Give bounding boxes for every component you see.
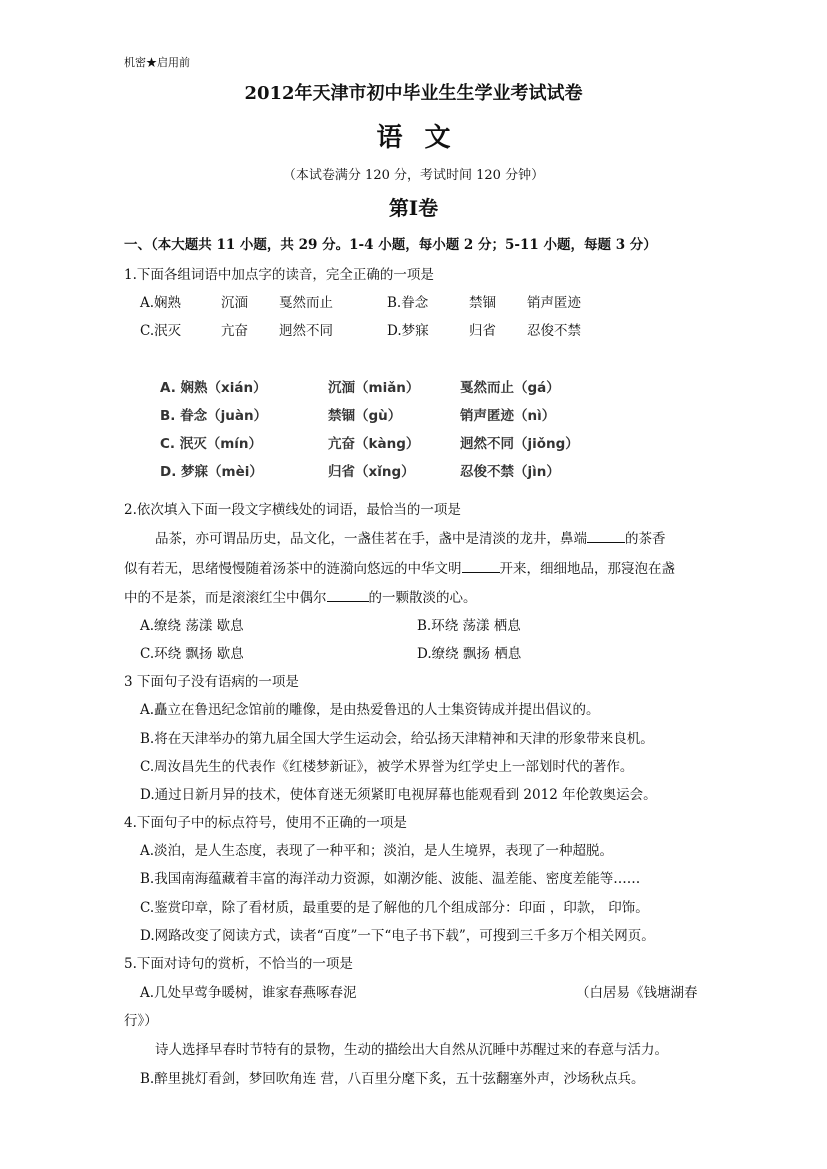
q3-option-d: D.通过日新月异的技术，使体育迷无须紧盯电视屏幕也能观看到 2012 年伦敦奥运会。 xyxy=(140,787,657,803)
q5-option-a-comment: 诗人选择早春时节特有的景物，生动的描绘出大自然从沉睡中苏醒过来的春意与活力。 xyxy=(155,1042,668,1058)
question-4-stem: 4.下面句子中的标点符号，使用不正确的一项是 xyxy=(124,815,407,831)
q5-option-b-line: B.醉里挑灯看剑，梦回吹角连 营，八百里分麾下炙，五十弦翻塞外声，沙场秋点兵。 xyxy=(140,1071,645,1087)
q1-row-1-cell-2: 沉湎 xyxy=(221,295,248,311)
q1-row-2-cell-4: D.梦寐 xyxy=(387,323,429,339)
q3-option-a: A.矗立在鲁迅纪念馆前的雕像，是由热爱鲁迅的人士集资铸成并提出倡议的。 xyxy=(140,702,600,718)
pinyin-a-2: 沉湎（miǎn） xyxy=(328,380,420,396)
q1-row-2-cell-6: 忍俊不禁 xyxy=(527,323,581,339)
volume-title: 第Ⅰ卷 xyxy=(388,196,439,220)
q2-option-a: A.缭绕 荡漾 歇息 xyxy=(140,618,244,634)
q2-option-d: D.缭绕 飘扬 栖息 xyxy=(417,646,522,662)
q1-row-2-cell-1: C.泯灭 xyxy=(140,323,182,339)
q2-passage-line-3 xyxy=(124,586,477,606)
question-3-stem: 3 下面句子没有语病的一项是 xyxy=(124,674,299,690)
q4-option-c: C.鉴赏印章，除了看材质，最重要的是了解他的几个组成部分：印面 ，印款， 印饰。 xyxy=(140,900,649,916)
question-5-stem: 5.下面对诗句的赏析，不恰当的一项是 xyxy=(124,956,353,972)
q2-passage-1b: 的茶香 xyxy=(625,531,666,547)
q1-row-1-cell-6: 销声匿迹 xyxy=(527,295,581,311)
q2-passage-2b: 开来，细细地品，那寖泡在盏 xyxy=(499,561,675,577)
q1-row-1-cell-1: A.娴熟 xyxy=(140,295,182,311)
question-1-stem: 1.下面各组词语中加点字的读音，完全正确的一项是 xyxy=(124,267,434,283)
q2-option-b: B.环绕 荡漾 栖息 xyxy=(417,618,521,634)
pinyin-d-1: D. 梦寐（mèi） xyxy=(160,464,263,480)
pinyin-b-2: 禁锢（gù） xyxy=(328,408,402,424)
q1-row-2-cell-2: 亢奋 xyxy=(221,323,248,339)
pinyin-b-1: B. 眷念（juàn） xyxy=(160,408,268,424)
q2-passage-line-2 xyxy=(124,557,675,577)
pinyin-c-2: 亢奋（kàng） xyxy=(328,436,420,452)
blank-3 xyxy=(327,589,369,602)
pinyin-c-1: C. 泯灭（mín） xyxy=(160,436,263,452)
q1-row-1-cell-5: 禁锢 xyxy=(469,295,496,311)
q1-row-1-cell-4: B.眷念 xyxy=(387,295,429,311)
q2-option-c: C.环绕 飘扬 歇息 xyxy=(140,646,244,662)
q3-option-c: C.周汝昌先生的代表作《红楼梦新证》，被学术界誉为红学史上一部划时代的著作。 xyxy=(140,759,634,775)
pinyin-b-3: 销声匿迹（nì） xyxy=(460,408,556,424)
confidential-label: 机密★启用前 xyxy=(124,56,190,69)
pinyin-d-3: 忍俊不禁（jìn） xyxy=(460,464,560,480)
q2-passage-1a: 品茶，亦可谓品历史，品文化，一盏佳茗在手，盏中是清淡的龙井，鼻端 xyxy=(155,531,587,547)
q5-option-a-source: （白居易《钱塘湖春 xyxy=(576,985,698,1001)
exam-title: 2012年天津市初中毕业生生学业考试试卷 xyxy=(244,83,583,104)
section-heading: 一、（本大题共 11 小题，共 29 分。1-4 小题，每小题 2 分；5-11 小题，每题 3 分） xyxy=(124,237,657,253)
question-2-stem: 2.依次填入下面一段文字横线处的词语，最恰当的一项是 xyxy=(124,502,461,518)
pinyin-d-2: 归省（xǐng） xyxy=(328,464,415,480)
subject-title: 语文 xyxy=(376,123,473,153)
q1-row-2-cell-3: 迥然不同 xyxy=(279,323,333,339)
pinyin-answer-image xyxy=(160,370,660,485)
exam-note: （本试卷满分 120 分，考试时间 120 分钟） xyxy=(282,168,545,183)
q4-option-a: A.淡泊，是人生态度，表现了一种平和；淡泊，是人生境界，表现了一种超脱。 xyxy=(140,843,614,859)
q4-option-b: B.我国南海蕴藏着丰富的海洋动力资源，如潮汐能、波能、温差能、密度差能等…… xyxy=(140,871,641,887)
q1-row-2-cell-5: 归省 xyxy=(469,323,496,339)
q2-passage-2a: 似有若无，思绪慢慢随着汤茶中的涟漪向悠远的中华文明 xyxy=(124,561,462,577)
q3-option-b: B.将在天津举办的第九届全国大学生运动会，给弘扬天津精神和天津的形象带来良机。 xyxy=(140,731,654,747)
blank-1 xyxy=(587,530,625,543)
pinyin-a-1: A. 娴熟（xián） xyxy=(160,380,267,396)
q2-passage-line-1 xyxy=(155,527,666,547)
pinyin-a-3: 戛然而止（gá） xyxy=(460,380,560,396)
q4-option-d: D.网路改变了阅读方式，读者“百度”一下“电子书下载”，可搜到三千多万个相关网页。 xyxy=(140,928,655,944)
q5-option-a-source-cont: 行》） xyxy=(124,1013,158,1029)
q2-passage-3a: 中的不是茶，而是滚滚红尘中偶尔 xyxy=(124,590,327,606)
q5-option-a-line: A.几处早莺争暖树，谁家春燕啄春泥 xyxy=(140,985,357,1001)
q1-row-1-cell-3: 戛然而止 xyxy=(279,295,333,311)
pinyin-c-3: 迥然不同（jiǒng） xyxy=(460,436,579,452)
q2-passage-3b: 的一颗散淡的心。 xyxy=(368,590,477,606)
blank-2 xyxy=(462,560,500,573)
